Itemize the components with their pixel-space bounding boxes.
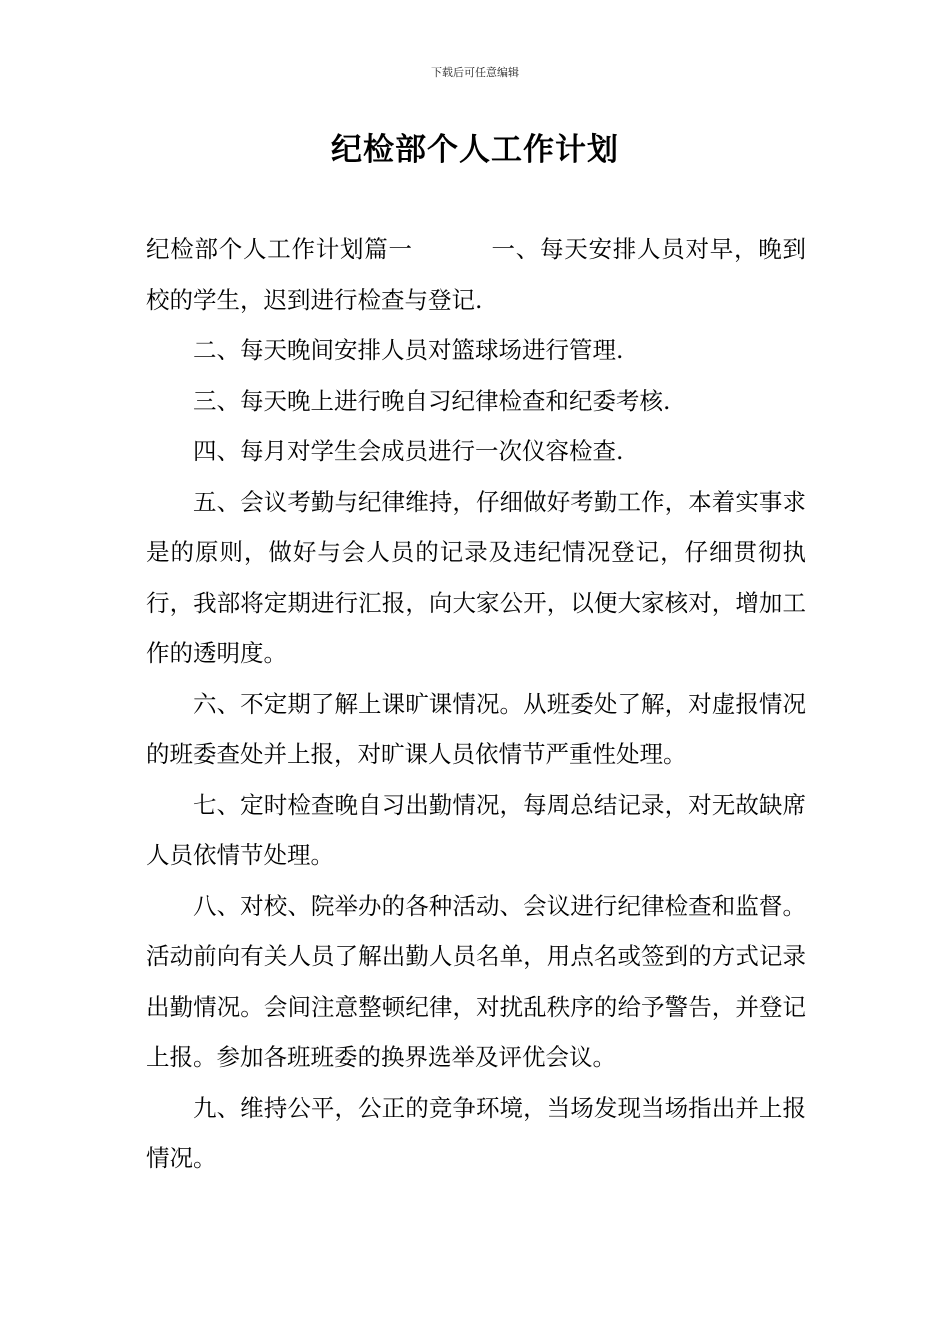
paragraph-3: 三、每天晚上进行晚自习纪律检查和纪委考核. xyxy=(193,386,671,415)
paragraph-8: 八、对校、院举办的各种活动、会议进行纪律检查和监督。活动前向有关人员了解出勤人员名单，用点名或签到的方式记录出勤情况。会间注意整顿纪律，对扰乱秩序的给予警告，并登记上报。参加各班班委的换界选举及评优会议。 xyxy=(146,891,806,1071)
document-title: 纪检部个人工作计划 xyxy=(331,132,619,168)
paragraph-2: 二、每天晚间安排人员对篮球场进行管理. xyxy=(193,336,624,364)
intro-paragraph xyxy=(146,224,806,325)
header-note: 下载后可任意编辑 xyxy=(431,66,519,79)
paragraph-9: 九、维持公平，公正的竞争环境，当场发现当场指出并上报情况。 xyxy=(146,1093,806,1172)
paragraph-4: 四、每月对学生会成员进行一次仪容检查. xyxy=(193,437,624,465)
paragraph-5: 五、会议考勤与纪律维持，仔细做好考勤工作，本着实事求是的原则，做好与会人员的记录及违纪情况登记，仔细贯彻执行，我部将定期进行汇报，向大家公开，以便大家核对，增加工作的透明度。 xyxy=(146,487,806,667)
intro-text: 一、每天安排人员对早，晚到校的学生，迟到进行检查与登记. xyxy=(146,235,806,314)
paragraph-7: 七、定时检查晚自习出勤情况，每周总结记录，对无故缺席人员依情节处理。 xyxy=(146,790,806,869)
paragraph-6: 六、不定期了解上课旷课情况。从班委处了解，对虚报情况的班委查处并上报，对旷课人员依情节严重性处理。 xyxy=(146,689,806,768)
intro-lead: 纪检部个人工作计划篇一 xyxy=(146,235,413,263)
document-body xyxy=(146,224,806,1184)
